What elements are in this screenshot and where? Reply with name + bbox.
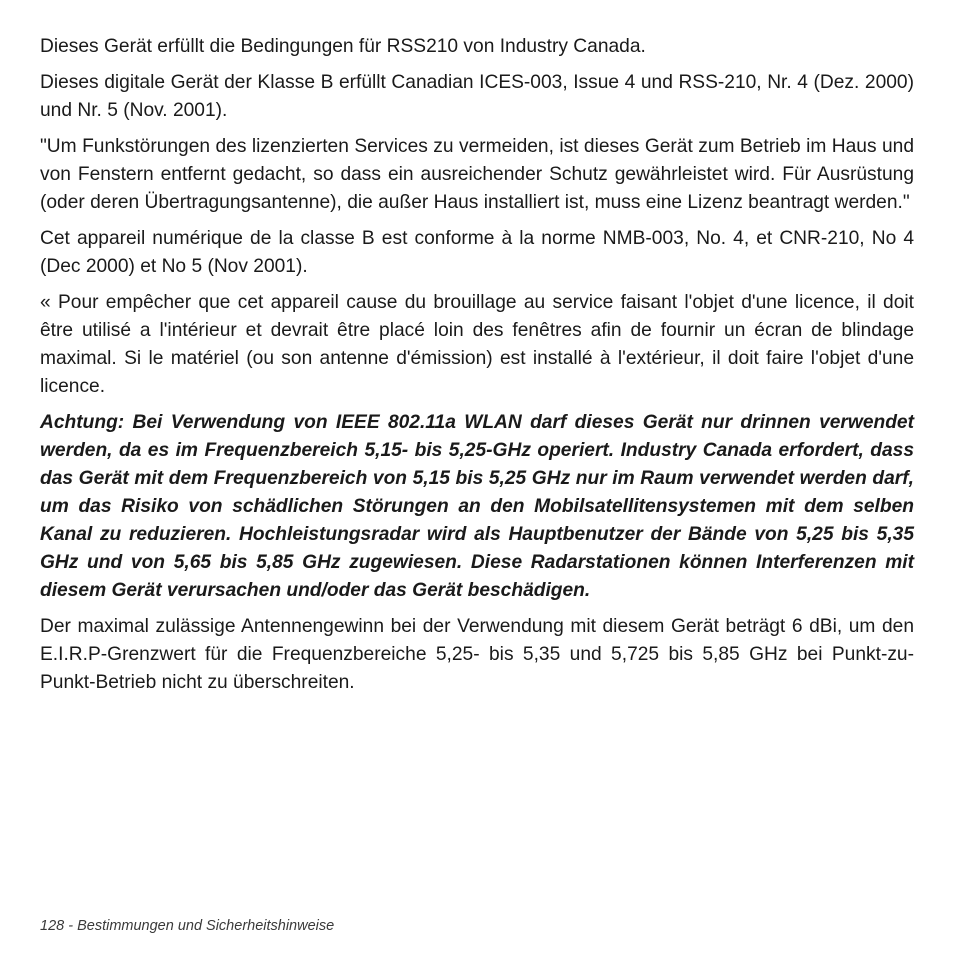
document-body <box>40 33 914 705</box>
paragraph-rss210: Dieses Gerät erfüllt die Bedingungen für RSS210 von Industry Canada. <box>40 36 646 57</box>
paragraph-brouillage: « Pour empêcher que cet appareil cause du brouillage au service faisant l'objet d'une licence, il doit être utilisé a l'intérieur et devrait être placé loin des fenêtres afin de fournir un écran de blindage maximal. Si le matériel (ou son antenne d'émission) est installé à l'extérieur, il doit faire l'objet d'une licence. <box>40 292 914 397</box>
paragraph-funkstoerungen: "Um Funkstörungen des lizenzierten Services zu vermeiden, ist dieses Gerät zum Betrieb im Haus und von Fenstern entfernt gedacht, so dass ein ausreichender Schutz gewährleistet wird. Für Ausrüstung (oder deren Übertragungsantenne), die außer Haus installiert ist, muss eine Lizenz beantragt werden." <box>40 136 914 213</box>
page-footer: 128 - Bestimmungen und Sicherheitshinweise <box>40 918 335 934</box>
paragraph-antennengewinn: Der maximal zulässige Antennengewinn bei der Verwendung mit diesem Gerät beträgt 6 dBi, um den E.I.R.P-Grenzwert für die Frequenzbereiche 5,25- bis 5,35 und 5,725 bis 5,85 GHz bei Punkt-zu-Punkt-Betrieb nicht zu überschreiten. <box>40 616 914 693</box>
paragraph-warning: Achtung: Bei Verwendung von IEEE 802.11a WLAN darf dieses Gerät nur drinnen verwendet werden, da es im Frequenzbereich 5,15- bis 5,25-GHz operiert. Industry Canada erfordert, dass das Gerät mit dem Frequenzbereich von 5,15 bis 5,25 GHz nur im Raum verwendet werden darf, um das Risiko von schädlichen Störungen an den Mobilsatellitensystemen mit dem selben Kanal zu reduzieren. Hochleistungsradar wird als Hauptbenutzer der Bände von 5,25 bis 5,35 GHz und von 5,65 bis 5,85 GHz zugewiesen. Diese Radarstationen können Interferenzen mit diesem Gerät verursachen und/oder das Gerät beschädigen. <box>40 412 914 601</box>
paragraph-ices003: Dieses digitale Gerät der Klasse B erfüllt Canadian ICES-003, Issue 4 und RSS-210, Nr. 4 (Dez. 2000) und Nr. 5 (Nov. 2001). <box>40 72 914 121</box>
paragraph-nmb003: Cet appareil numérique de la classe B est conforme à la norme NMB-003, No. 4, et CNR-210, No 4 (Dec 2000) et No 5 (Nov 2001). <box>40 228 914 277</box>
